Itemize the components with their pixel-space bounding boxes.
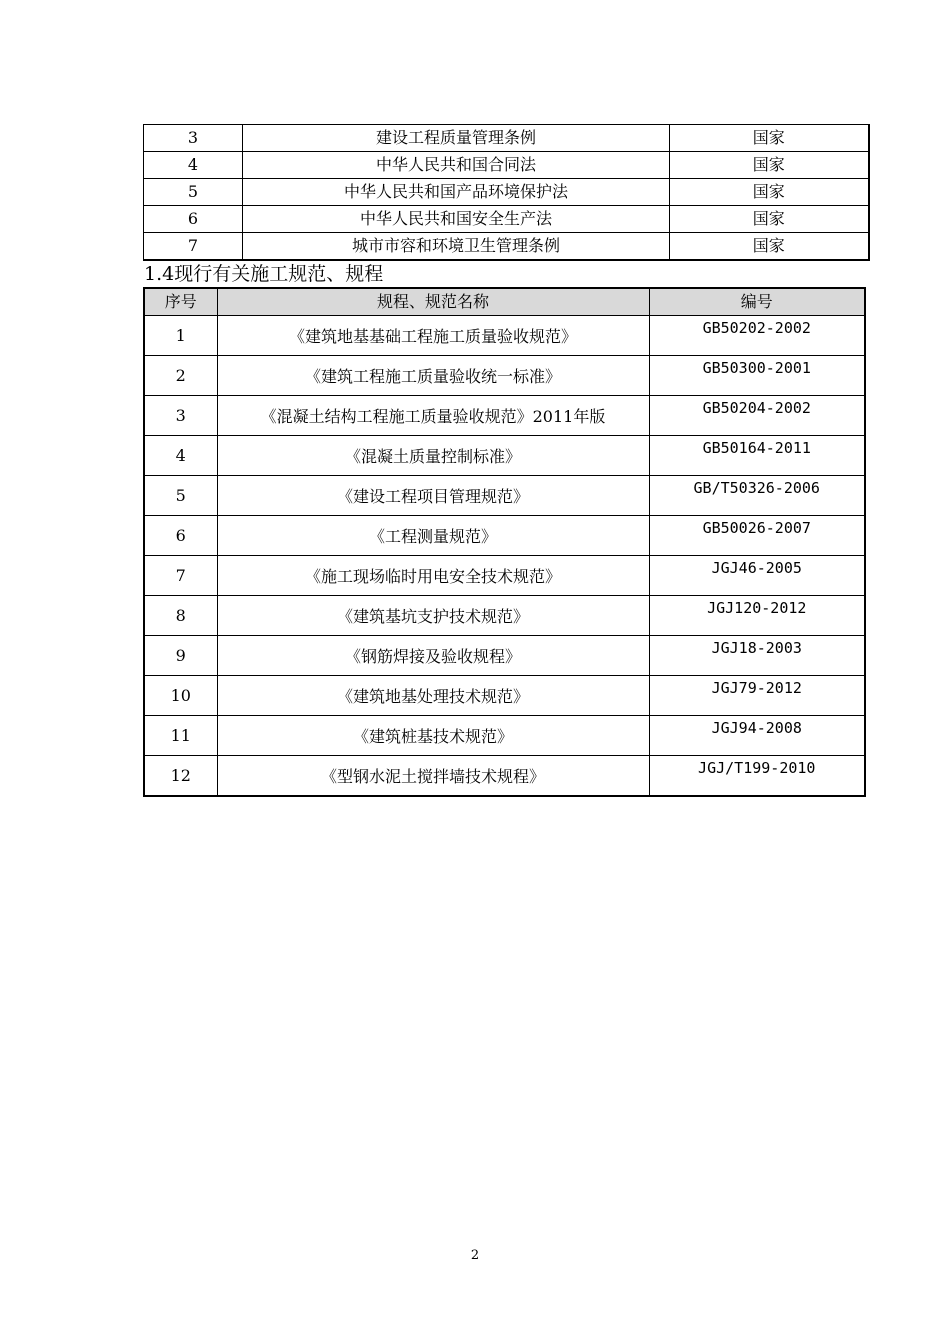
standard-code: JGJ79-2012: [649, 676, 865, 716]
table-row: [144, 716, 865, 756]
row-number: 3: [144, 125, 243, 152]
laws-table: [143, 124, 870, 261]
row-number: 5: [144, 179, 243, 206]
table-row: [144, 556, 865, 596]
standard-code: JGJ18-2003: [649, 636, 865, 676]
standard-code: GB50300-2001: [649, 356, 865, 396]
table-row: [144, 756, 865, 797]
row-number: 7: [144, 233, 243, 261]
row-number: 12: [144, 756, 217, 797]
law-level: 国家: [670, 179, 869, 206]
law-name: 中华人民共和国安全生产法: [243, 206, 670, 233]
standard-name: 《建设工程项目管理规范》: [217, 476, 649, 516]
standard-name: 《工程测量规范》: [217, 516, 649, 556]
standard-name: 《施工现场临时用电安全技术规范》: [217, 556, 649, 596]
standard-name: 《建筑地基基础工程施工质量验收规范》: [217, 316, 649, 356]
law-level: 国家: [670, 233, 869, 261]
standards-table: [143, 287, 866, 797]
standard-code: JGJ/T199-2010: [649, 756, 865, 797]
table-row: [144, 676, 865, 716]
standard-code: JGJ120-2012: [649, 596, 865, 636]
table-row: [144, 233, 869, 261]
row-number: 8: [144, 596, 217, 636]
section-heading: 1.4现行有关施工规范、规程: [144, 263, 384, 285]
row-number: 4: [144, 152, 243, 179]
table-row: [144, 206, 869, 233]
standard-name: 《钢筋焊接及验收规程》: [217, 636, 649, 676]
standard-name: 《混凝土质量控制标准》: [217, 436, 649, 476]
law-level: 国家: [670, 152, 869, 179]
row-number: 9: [144, 636, 217, 676]
table-header-row: [144, 288, 865, 316]
row-number: 10: [144, 676, 217, 716]
row-number: 4: [144, 436, 217, 476]
row-number: 3: [144, 396, 217, 436]
law-level: 国家: [670, 125, 869, 152]
table-row: [144, 152, 869, 179]
standard-name: 《混凝土结构工程施工质量验收规范》2011年版: [217, 396, 649, 436]
standard-name: 《建筑地基处理技术规范》: [217, 676, 649, 716]
standard-name: 《建筑桩基技术规范》: [217, 716, 649, 756]
law-name: 中华人民共和国合同法: [243, 152, 670, 179]
standard-code: GB50026-2007: [649, 516, 865, 556]
standard-code: JGJ46-2005: [649, 556, 865, 596]
law-level: 国家: [670, 206, 869, 233]
row-number: 1: [144, 316, 217, 356]
standard-name: 《型钢水泥土搅拌墙技术规程》: [217, 756, 649, 797]
row-number: 6: [144, 516, 217, 556]
standard-code: GB50202-2002: [649, 316, 865, 356]
standard-code: JGJ94-2008: [649, 716, 865, 756]
table-row: [144, 596, 865, 636]
table-row: [144, 516, 865, 556]
row-number: 11: [144, 716, 217, 756]
standard-name: 《建筑基坑支护技术规范》: [217, 596, 649, 636]
table-row: [144, 436, 865, 476]
page-number: 2: [470, 1248, 480, 1263]
row-number: 6: [144, 206, 243, 233]
table-row: [144, 125, 869, 152]
law-name: 建设工程质量管理条例: [243, 125, 670, 152]
table-row: [144, 636, 865, 676]
row-number: 7: [144, 556, 217, 596]
table-row: [144, 316, 865, 356]
table-row: [144, 476, 865, 516]
table-row: [144, 356, 865, 396]
table-row: [144, 396, 865, 436]
row-number: 2: [144, 356, 217, 396]
standard-name: 《建筑工程施工质量验收统一标准》: [217, 356, 649, 396]
standard-code: GB50164-2011: [649, 436, 865, 476]
header-code: 编号: [649, 288, 865, 316]
row-number: 5: [144, 476, 217, 516]
table-row: [144, 179, 869, 206]
law-name: 城市市容和环境卫生管理条例: [243, 233, 670, 261]
standard-code: GB/T50326-2006: [649, 476, 865, 516]
header-number: 序号: [144, 288, 217, 316]
standard-code: GB50204-2002: [649, 396, 865, 436]
header-name: 规程、规范名称: [217, 288, 649, 316]
law-name: 中华人民共和国产品环境保护法: [243, 179, 670, 206]
